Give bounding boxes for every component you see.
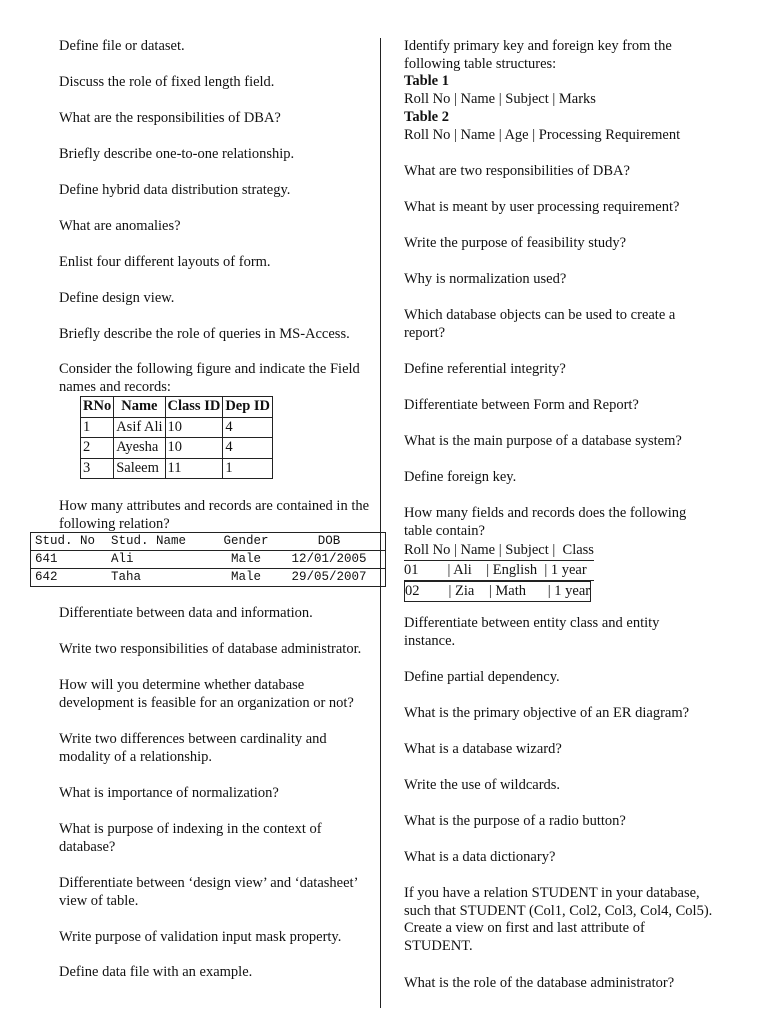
right-question-7: Define referential integrity? [404, 361, 566, 377]
left-question-3: What are the responsibilities of DBA? [59, 110, 281, 126]
right-question-1: Identify primary key and foreign key from the following table structures: [404, 38, 672, 72]
table-cell: 4 [223, 438, 273, 459]
left-question-6: What are anomalies? [59, 218, 181, 234]
left-question-12: Differentiate between data and information. [59, 605, 313, 621]
right-question-14: What is the primary objective of an ER diagram? [404, 705, 690, 721]
left-question-4: Briefly describe one-to-one relationship. [59, 146, 295, 162]
table-row [81, 417, 273, 438]
left-question-2: Discuss the role of fixed length field. [59, 74, 275, 90]
fields-records-table [404, 541, 594, 602]
right-question-13: Define partial dependency. [404, 669, 560, 685]
table-cell: 2 [81, 438, 114, 459]
table-cell: 642 [35, 570, 58, 584]
left-question-1: Define file or dataset. [59, 38, 185, 54]
table2-structure: Roll No | Name | Age | Processing Requirement [404, 127, 681, 143]
left-question-16: What is importance of normalization? [59, 785, 279, 801]
right-question-4: Write the purpose of feasibility study? [404, 235, 627, 251]
table-cell: Male [230, 570, 261, 584]
right-question-2: What are two responsibilities of DBA? [404, 163, 630, 179]
left-question-5: Define hybrid data distribution strategy. [59, 182, 291, 198]
table2-label-text: Table 2 [404, 109, 449, 125]
table-cell: 1 [81, 417, 114, 438]
right-question-6: Which database objects can be used to create a report? [404, 307, 676, 341]
right-question-11: How many fields and records does the following table contain? [404, 505, 687, 539]
table-header-cell: DOB [317, 534, 341, 548]
left-question-15: Write two differences between cardinality and modality of a relationship. [59, 731, 327, 765]
left-question-20: Define data file with an example. [59, 964, 253, 980]
left-question-18: Differentiate between ‘design view’ and ‘datasheet’ view of table. [59, 875, 358, 909]
table-header-cell: Name [114, 397, 165, 418]
field-records-table [80, 396, 273, 479]
student-relation-table [30, 532, 386, 587]
left-question-11: How many attributes and records are contained in the following relation? [59, 498, 370, 532]
right-question-9: What is the main purpose of a database system? [404, 433, 682, 449]
table-row: 01 | Ali | English | 1 year [404, 561, 594, 581]
table-cell: Asif Ali [114, 417, 165, 438]
table-header-row [81, 397, 273, 418]
table-header-cell: Stud. No [35, 534, 96, 548]
table-row [81, 438, 273, 459]
table-header-row [31, 533, 385, 551]
table-row [31, 569, 385, 586]
right-question-17: What is the purpose of a radio button? [404, 813, 626, 829]
left-question-19: Write purpose of validation input mask property. [59, 929, 342, 945]
right-question-12: Differentiate between entity class and entity instance. [404, 615, 660, 649]
table1-structure: Roll No | Name | Subject | Marks [404, 91, 596, 107]
right-question-10: Define foreign key. [404, 469, 517, 485]
table-cell: Saleem [114, 458, 165, 479]
left-question-13: Write two responsibilities of database administrator. [59, 641, 362, 657]
table-header-cell: Stud. Name [111, 534, 187, 548]
table-cell: Male [230, 552, 261, 566]
column-divider [380, 38, 381, 1008]
right-question-19: If you have a relation STUDENT in your database, such that STUDENT (Col1, Col2, Col3, Col4, Col5). Create a view on first and last attribute of STUDENT. [404, 885, 713, 954]
table-header-cell: Dep ID [223, 397, 273, 418]
table-cell: 10 [165, 438, 223, 459]
table-cell: 10 [165, 417, 223, 438]
table-header-row: Roll No | Name | Subject | Class [404, 541, 594, 561]
left-question-17: What is purpose of indexing in the context of database? [59, 821, 322, 855]
right-question-3: What is meant by user processing requirement? [404, 199, 680, 215]
table-cell: 4 [223, 417, 273, 438]
left-question-9: Briefly describe the role of queries in MS-Access. [59, 326, 350, 342]
table-header-cell: Gender [223, 534, 269, 548]
right-question-8: Differentiate between Form and Report? [404, 397, 639, 413]
table-header-cell: RNo [81, 397, 114, 418]
table-row [31, 551, 385, 569]
table-row [81, 458, 273, 479]
table-header-cell: Class ID [165, 397, 223, 418]
table-cell: 3 [81, 458, 114, 479]
right-question-15: What is a database wizard? [404, 741, 562, 757]
table-cell: 12/01/2005 [291, 552, 367, 566]
right-question-20: What is the role of the database administrator? [404, 975, 675, 991]
right-question-5: Why is normalization used? [404, 271, 567, 287]
table1-label [404, 73, 704, 91]
table-cell: 1 [223, 458, 273, 479]
table2-label [404, 109, 704, 127]
table-cell: Ali [111, 552, 134, 566]
left-question-14: How will you determine whether database development is feasible for an organization or not? [59, 677, 354, 711]
table1-label-text: Table 1 [404, 73, 449, 89]
left-question-8: Define design view. [59, 290, 175, 306]
left-question-7: Enlist four different layouts of form. [59, 254, 271, 270]
table-cell: Taha [111, 570, 142, 584]
table-cell: Ayesha [114, 438, 165, 459]
table-cell: 11 [165, 458, 223, 479]
right-question-18: What is a data dictionary? [404, 849, 556, 865]
table-row: 02 | Zia | Math | 1 year [404, 581, 591, 602]
right-question-16: Write the use of wildcards. [404, 777, 561, 793]
table-cell: 641 [35, 552, 58, 566]
left-question-10: Consider the following figure and indicate the Field names and records: [59, 361, 360, 395]
table-cell: 29/05/2007 [291, 570, 367, 584]
